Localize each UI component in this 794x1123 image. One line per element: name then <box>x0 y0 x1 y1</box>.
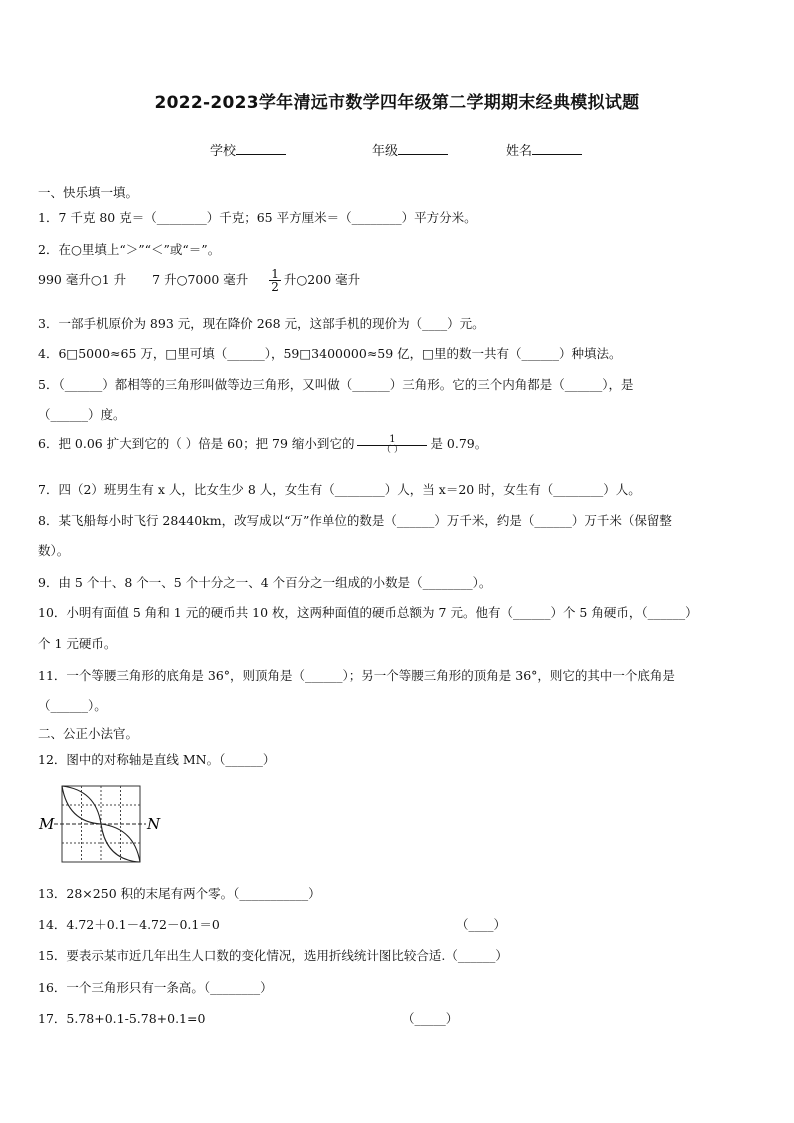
q6-fraction-denominator: （ ） <box>357 445 427 455</box>
school-blank <box>236 142 286 155</box>
name-field <box>506 140 582 159</box>
question-16: 16．一个三角形只有一条高。（________） <box>38 980 273 995</box>
section-heading-2: 二、公正小法官。 <box>38 726 139 741</box>
q2-item-c: 升○200 毫升 <box>283 272 361 287</box>
question-7: 7．四（2）班男生有 x 人，比女生少 8 人，女生有（________）人，当 x＝20 时，女生有（________）人。 <box>38 482 641 497</box>
q6-fraction <box>357 435 427 455</box>
question-14-answer: （____） <box>456 917 507 932</box>
q2-item-c-fraction <box>269 268 281 293</box>
grade-field <box>372 140 448 159</box>
question-12: 12．图中的对称轴是直线 MN。（______） <box>38 752 276 767</box>
question-11-continued: （______）。 <box>38 698 107 713</box>
q2-item-a: 990 毫升○1 升 <box>38 272 127 287</box>
question-17: 17．5.78+0.1-5.78+0.1=0 <box>38 1011 206 1026</box>
question-5: 5．（______）都相等的三角形叫做等边三角形，又叫做（______）三角形。它的三个内角都是（______），是 <box>38 377 634 392</box>
section-heading-1: 一、快乐填一填。 <box>38 185 139 200</box>
question-2: 2．在○里填上“＞”“＜”或“＝”。 <box>38 242 221 257</box>
question-5-continued: （______）度。 <box>38 407 126 422</box>
q6-text-after: 是 0.79。 <box>430 436 488 451</box>
q6-text-before: 6．把 0.06 扩大到它的（ ）倍是 60；把 79 缩小到它的 <box>38 436 355 451</box>
question-3: 3．一部手机原价为 893 元，现在降价 268 元，这部手机的现价为（____）元。 <box>38 316 485 331</box>
question-10: 10．小明有面值 5 角和 1 元的硬币共 10 枚，这两种面值的硬币总额为 7 元。他有（______）个 5 角硬币，（______） <box>38 605 698 620</box>
question-8-continued: 数）。 <box>38 543 70 558</box>
grade-label: 年级 <box>372 144 399 159</box>
question-9: 9．由 5 个十、8 个一、5 个十分之一、4 个百分之一组成的小数是（________）。 <box>38 575 492 590</box>
name-label: 姓名 <box>506 144 533 159</box>
q2-item-b: 7 升○7000 毫升 <box>152 272 249 287</box>
question-1: 1．7 千克 80 克＝（________）千克；65 平方厘米＝（________）平方分米。 <box>38 210 477 225</box>
name-blank <box>532 142 582 155</box>
question-6 <box>38 434 487 455</box>
q6-fraction-numerator: 1 <box>389 433 396 445</box>
question-13: 13．28×250 积的末尾有两个零。（___________） <box>38 886 321 901</box>
school-field <box>210 140 286 159</box>
school-label: 学校 <box>210 144 237 159</box>
fraction-denominator: 2 <box>271 280 279 294</box>
grade-blank <box>398 142 448 155</box>
fraction-numerator: 1 <box>271 267 279 281</box>
question-10-continued: 个 1 元硬币。 <box>38 636 117 651</box>
page-title: 2022-2023学年清远市数学四年级第二学期期末经典模拟试题 <box>154 93 640 113</box>
symmetry-figure <box>38 782 168 869</box>
question-2-items <box>38 268 360 293</box>
question-17-answer: （_____） <box>402 1011 459 1026</box>
question-14: 14．4.72＋0.1－4.72－0.1＝0 <box>38 917 220 932</box>
label-n: N <box>147 815 161 833</box>
question-15: 15．要表示某市近几年出生人口数的变化情况，选用折线统计图比较合适.（______） <box>38 948 508 963</box>
question-11: 11．一个等腰三角形的底角是 36°，则顶角是（______）；另一个等腰三角形的顶角是 36°，则它的其中一个底角是 <box>38 668 675 683</box>
label-m: M <box>39 815 55 833</box>
question-8: 8．某飞船每小时飞行 28440km，改写成以“万”作单位的数是（______）万千米，约是（______）万千米（保留整 <box>38 513 672 528</box>
question-4: 4．6□5000≈65 万，□里可填（______），59□3400000≈59 亿，□里的数一共有（______）种填法。 <box>38 346 622 361</box>
grid-diagram <box>38 782 168 866</box>
